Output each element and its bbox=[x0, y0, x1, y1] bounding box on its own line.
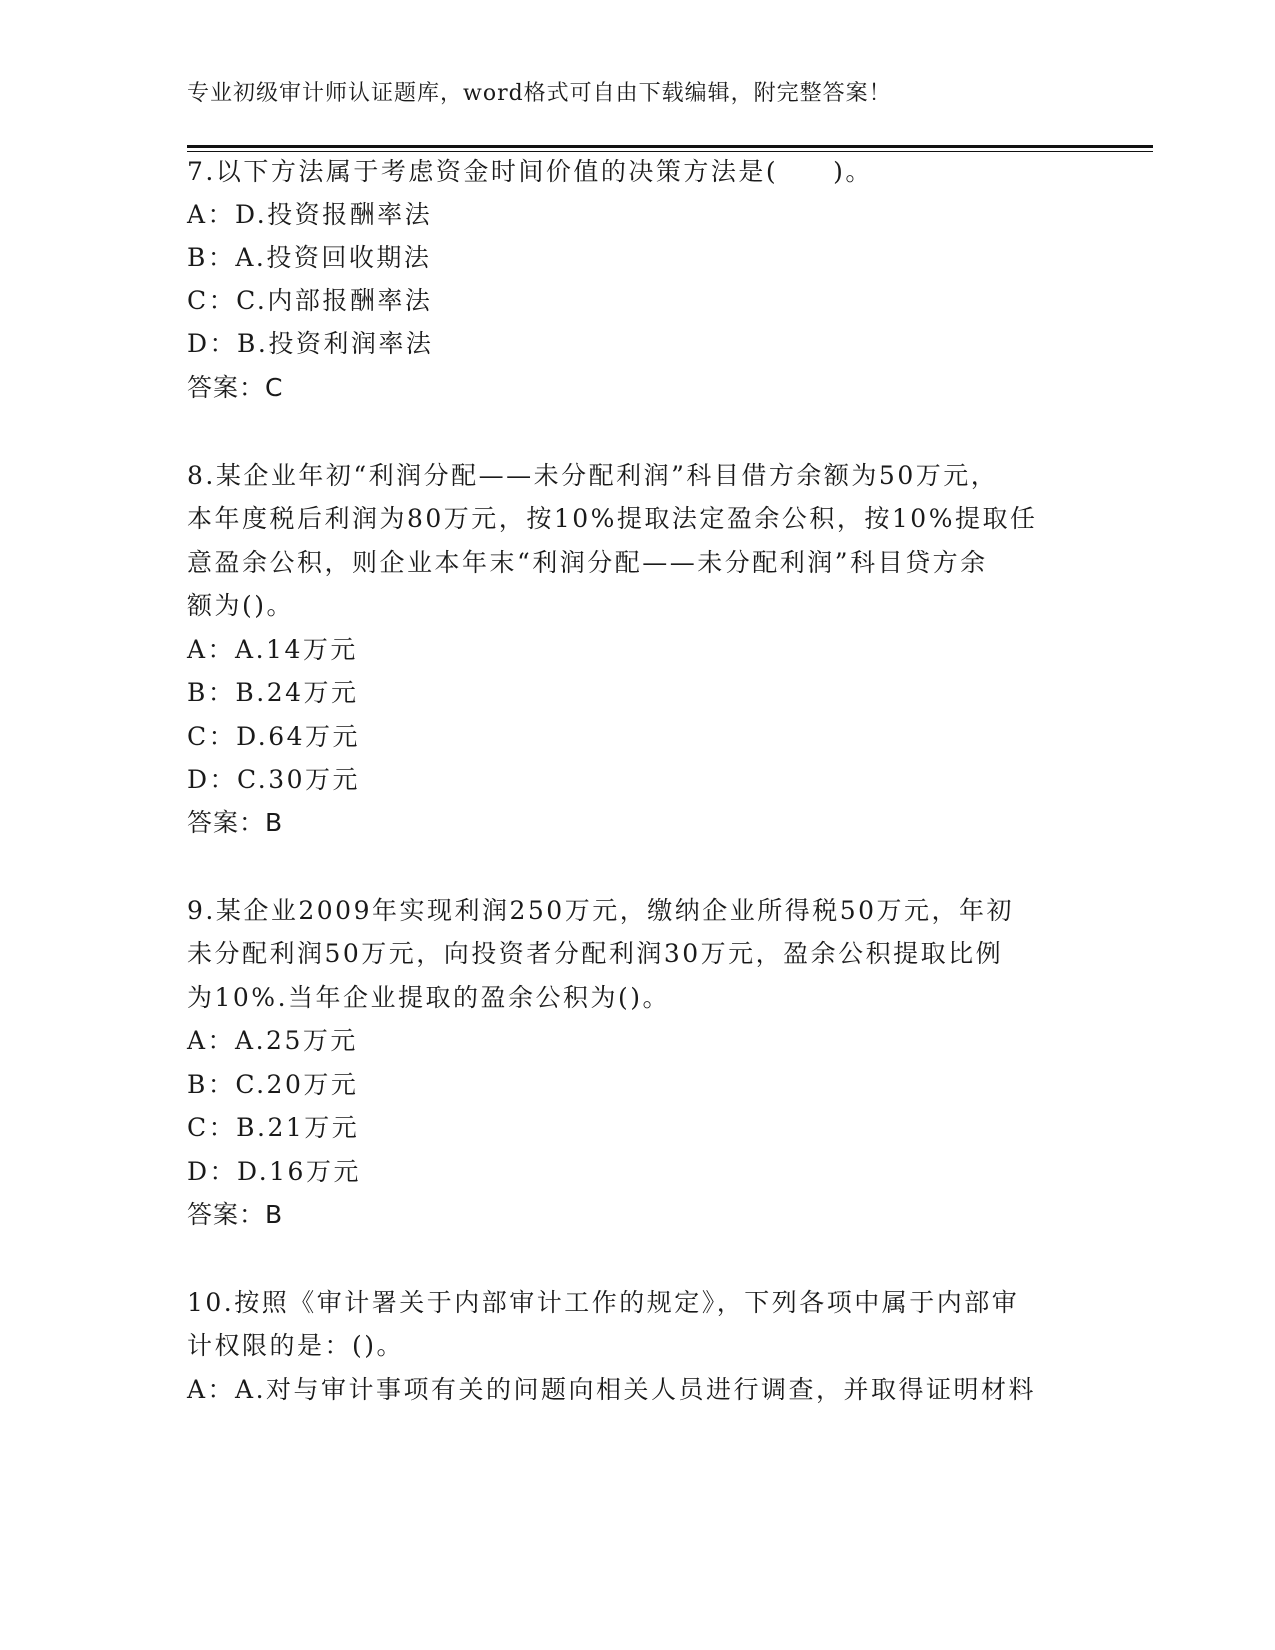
question-10-stem-line-2: 计权限的是：()。 bbox=[187, 1331, 405, 1360]
question-9-answer: 答案：B bbox=[187, 1200, 284, 1229]
question-7-option-c: C：C.内部报酬率法 bbox=[187, 286, 433, 315]
question-7-option-d: D：B.投资利润率法 bbox=[187, 329, 434, 358]
question-7-option-b: B：A.投资回收期法 bbox=[187, 243, 432, 272]
question-7-answer: 答案：C bbox=[187, 373, 284, 402]
question-7-option-a: A：D.投资报酬率法 bbox=[187, 200, 433, 229]
question-10-option-a: A：A.对与审计事项有关的问题向相关人员进行调查，并取得证明材料 bbox=[187, 1375, 1037, 1404]
question-8-option-d: D：C.30万元 bbox=[187, 765, 361, 794]
question-9-option-a: A：A.25万元 bbox=[187, 1026, 358, 1055]
question-9-stem-line-1: 9.某企业2009年实现利润250万元，缴纳企业所得税50万元，年初 bbox=[187, 896, 1015, 925]
question-7-stem: 7.以下方法属于考虑资金时间价值的决策方法是( )。 bbox=[187, 157, 873, 186]
question-8-stem-line-2: 本年度税后利润为80万元，按10%提取法定盈余公积，按10%提取任 bbox=[187, 504, 1038, 533]
question-9-stem-line-2: 未分配利润50万元，向投资者分配利润30万元，盈余公积提取比例 bbox=[187, 939, 1004, 968]
question-8-stem-line-3: 意盈余公积，则企业本年末“利润分配——未分配利润”科目贷方余 bbox=[187, 548, 988, 577]
question-9-stem-line-3: 为10%.当年企业提取的盈余公积为()。 bbox=[187, 983, 671, 1012]
question-8-stem-line-4: 额为()。 bbox=[187, 591, 295, 620]
header-divider-thick bbox=[187, 145, 1153, 148]
question-8-option-a: A：A.14万元 bbox=[187, 635, 358, 664]
question-9-option-c: C：B.21万元 bbox=[187, 1113, 360, 1142]
page-header: 专业初级审计师认证题库，word格式可自由下载编辑，附完整答案！ bbox=[187, 81, 892, 106]
question-9-option-d: D：D.16万元 bbox=[187, 1157, 361, 1186]
question-8-stem-line-1: 8.某企业年初“利润分配——未分配利润”科目借方余额为50万元， bbox=[187, 461, 999, 490]
header-divider-thin bbox=[187, 151, 1153, 152]
question-8-option-b: B：B.24万元 bbox=[187, 678, 359, 707]
question-8-option-c: C：D.64万元 bbox=[187, 722, 361, 751]
question-8-answer: 答案：B bbox=[187, 808, 284, 837]
question-10-stem-line-1: 10.按照《审计署关于内部审计工作的规定》，下列各项中属于内部审 bbox=[187, 1288, 1020, 1317]
question-9-option-b: B：C.20万元 bbox=[187, 1070, 359, 1099]
